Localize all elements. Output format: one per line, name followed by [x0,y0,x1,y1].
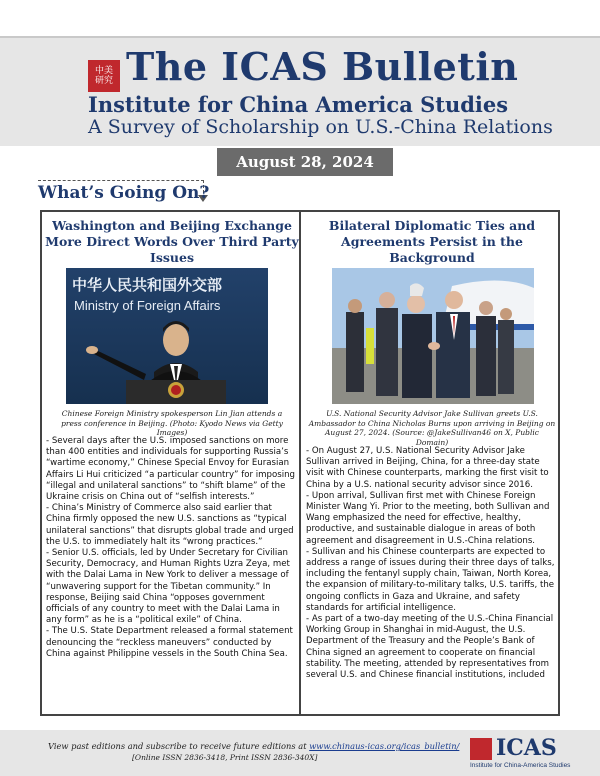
left-photo-caption: Chinese Foreign Ministry spokesperson Lin Jian attends a press conference in Beijing. (Photo: Kyodo News via Getty Images) [61,409,283,437]
footer-subscribe-text [48,741,459,751]
column-divider [299,210,301,716]
footer-logo-text: ICAS [496,735,557,761]
section-dash-line [38,180,204,181]
footer-subscribe-prefix: View past editions and subscribe to receive future editions at [48,741,310,751]
bulletin-link[interactable]: www.chinaus-icas.org/icas_bulletin/ [309,741,460,751]
institute-name: Institute for China America Studies [88,92,509,117]
section-title: What’s Going On? [38,183,210,203]
footer-logo-subtitle: Institute for China-America Studies [470,762,571,769]
right-article-body [306,446,558,681]
top-margin [0,0,600,36]
left-article-body [46,436,296,660]
left-paragraph-1: - Several days after the U.S. imposed sanctions on more than 400 entities and individuals for supporting Russia’s “wartime economy,” Chinese Special Envoy for Eurasian Affairs Li Hui criticized “a particular country” for imposing “illegal and unilateral sanctions” to “shift blame” of the Ukraine crisis on China out of “selfish interests.” [46,436,296,503]
footer-issn: [Online ISSN 2836-3418, Print ISSN 2836-340X] [132,753,318,762]
left-paragraph-4: - The U.S. State Department released a formal statement denouncing the “reckless maneuvers” conducted by China against Philippine vessels in the South China Sea. [46,626,293,659]
bulletin-title: The ICAS Bulletin [126,44,519,89]
right-paragraph-4: - As part of a two-day meeting of the U.S.-China Financial Working Group in Shanghai in mid-August, the U.S. Department of the Treasury and the People’s Bank of China signed an agreement to cooperate on financial stability. The meeting, attended by representatives from several U.S. and Chinese financial institutions, included [306,614,554,681]
diplomats-greeting-photo [332,268,534,404]
right-photo-caption: U.S. National Security Advisor Jake Sullivan greets U.S. Ambassador to China Nicholas Burns upon arriving in Beijing on August 27, 2024. (Source: @JakeSullivan46 on X, Public Domain) [308,409,556,447]
left-article [44,212,300,266]
left-paragraph-2: - China’s Ministry of Commerce also said earlier that China firmly opposed the new U.S. sanctions as “typical unilateral sanctions” that disrupts global trade and urged the U.S. to immediately halt its “wrong practices.” [46,503,294,547]
right-article [304,212,560,266]
svg-text:Ministry of Foreign Affairs: Ministry of Foreign Affairs [74,298,221,313]
icas-footer-seal-icon [470,738,492,760]
spokesperson-photo [66,268,268,404]
icas-seal-icon: 中美 研究 [88,60,120,92]
right-paragraph-3: - Sullivan and his Chinese counterparts are expected to address a range of issues during their three days of talks, including the fentanyl supply chain, Taiwan, North Korea, the expansion of military-to-military talks, U.S. tariffs, the ongoing conflicts in Gaza and Ukraine, and safety standards for artificial intelligence. [306,546,555,613]
svg-text:中华人民共和国外交部: 中华人民共和国外交部 [72,276,223,294]
left-paragraph-3: - Senior U.S. officials, led by Under Secretary for Civilian Security, Democracy, and Human Rights Uzra Zeya, met with the Dalai Lama in New York to deliver a message of “unwavering support for the Tibetan community.” In response, Beijing said China “opposes government officials of any country to meet with the Dalai Lama in any form” as he is a “political exile” of China. [46,548,290,626]
right-paragraph-2: - Upon arrival, Sullivan first met with Chinese Foreign Minister Wang Yi. Prior to the meeting, both Sullivan and Wang emphasized the need for effective, healthy, productive, and sustainable dialogue in areas of both agreement and disagreement in U.S.-China relations. [306,490,550,546]
issue-date: August 28, 2024 [217,148,393,176]
bulletin-tagline: A Survey of Scholarship on U.S.-China Relations [88,116,553,138]
left-article-headline: Washington and Beijing Exchange More Direct Words Over Third Party Issues [45,218,299,265]
right-article-headline: Bilateral Diplomatic Ties and Agreements Persist in the Background [328,218,536,265]
right-paragraph-1: - On August 27, U.S. National Security Advisor Jake Sullivan arrived in Beijing, China, for a three-day state visit with Chinese counterparts, marking the first visit to China by a U.S. national security advisor since 2016. [306,446,549,490]
